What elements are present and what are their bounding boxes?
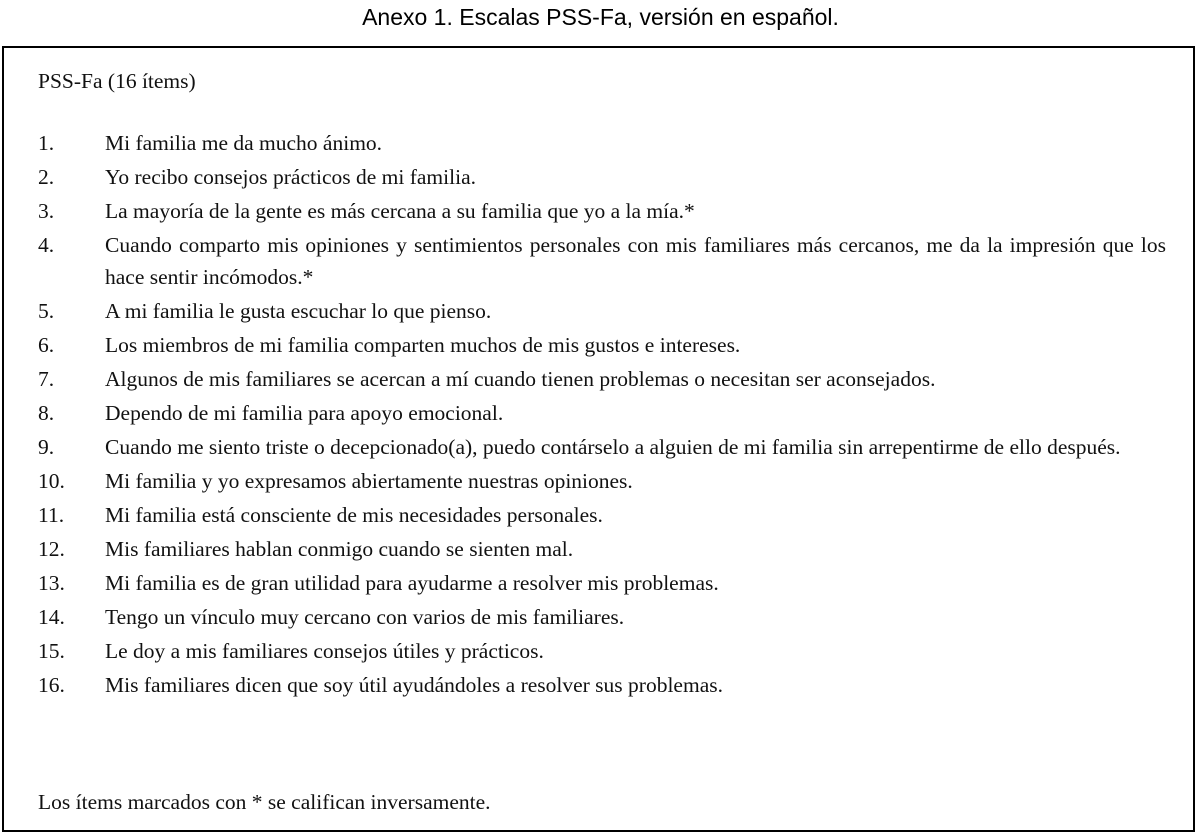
item-number: 3. [38,199,55,223]
item-text: Yo recibo consejos prácticos de mi familia. [105,165,476,189]
item-text: Mi familia está consciente de mis necesidades personales. [105,503,603,527]
list-item [38,396,1166,430]
item-number: 11. [38,503,65,527]
footnote: Los ítems marcados con * se califican inversamente. [38,790,491,814]
item-text: Mis familiares dicen que soy útil ayudándoles a resolver sus problemas. [105,673,723,697]
scale-title: PSS-Fa (16 ítems) [38,69,196,93]
item-text: Los miembros de mi familia comparten muchos de mis gustos e intereses. [105,333,741,357]
item-number: 15. [38,639,65,663]
item-text: La mayoría de la gente es más cercana a su familia que yo a la mía.* [105,199,695,223]
list-item [38,328,1166,362]
item-number: 4. [38,233,55,257]
item-number: 2. [38,165,55,189]
item-text: Le doy a mis familiares consejos útiles y prácticos. [105,639,544,663]
list-item [38,600,1166,634]
item-text: Mi familia es de gran utilidad para ayudarme a resolver mis problemas. [105,571,719,595]
list-item [38,228,1166,294]
item-text: Cuando me siento triste o decepcionado(a), puedo contárselo a alguien de mi familia sin arrepentirme de ello después. [105,435,1121,459]
list-item [38,634,1166,668]
list-item [38,294,1166,328]
item-text: Mi familia me da mucho ánimo. [105,131,383,155]
item-text: Dependo de mi familia para apoyo emocional. [105,401,504,425]
item-number: 16. [38,673,65,697]
item-number: 13. [38,571,65,595]
item-number: 8. [38,401,55,425]
item-number: 7. [38,367,55,391]
list-item [38,566,1166,600]
item-number: 9. [38,435,55,459]
list-item [38,464,1166,498]
item-number: 12. [38,537,65,561]
list-item [38,362,1166,396]
item-text: Tengo un vínculo muy cercano con varios de mis familiares. [105,605,625,629]
item-text: Mi familia y yo expresamos abiertamente nuestras opiniones. [105,469,633,493]
list-item [38,668,1166,702]
item-text: Cuando comparto mis opiniones y sentimientos personales con mis familiares más cercanos, me da la impresión que los hace sentir incómodos.* [105,233,1166,289]
item-number: 1. [38,131,55,155]
list-item [38,126,1166,160]
figure-caption: Anexo 1. Escalas PSS-Fa, versión en español. [362,4,839,30]
item-text: Algunos de mis familiares se acercan a mí cuando tienen problemas o necesitan ser aconsejados. [105,367,936,391]
item-number: 6. [38,333,55,357]
list-item [38,532,1166,566]
list-item [38,498,1166,532]
list-item [38,160,1166,194]
item-number: 5. [38,299,55,323]
item-text: A mi familia le gusta escuchar lo que pienso. [105,299,492,323]
item-number: 10. [38,469,65,493]
list-item [38,430,1166,464]
item-number: 14. [38,605,65,629]
list-item [38,194,1166,228]
item-text: Mis familiares hablan conmigo cuando se sienten mal. [105,537,574,561]
item-list [38,126,1166,702]
